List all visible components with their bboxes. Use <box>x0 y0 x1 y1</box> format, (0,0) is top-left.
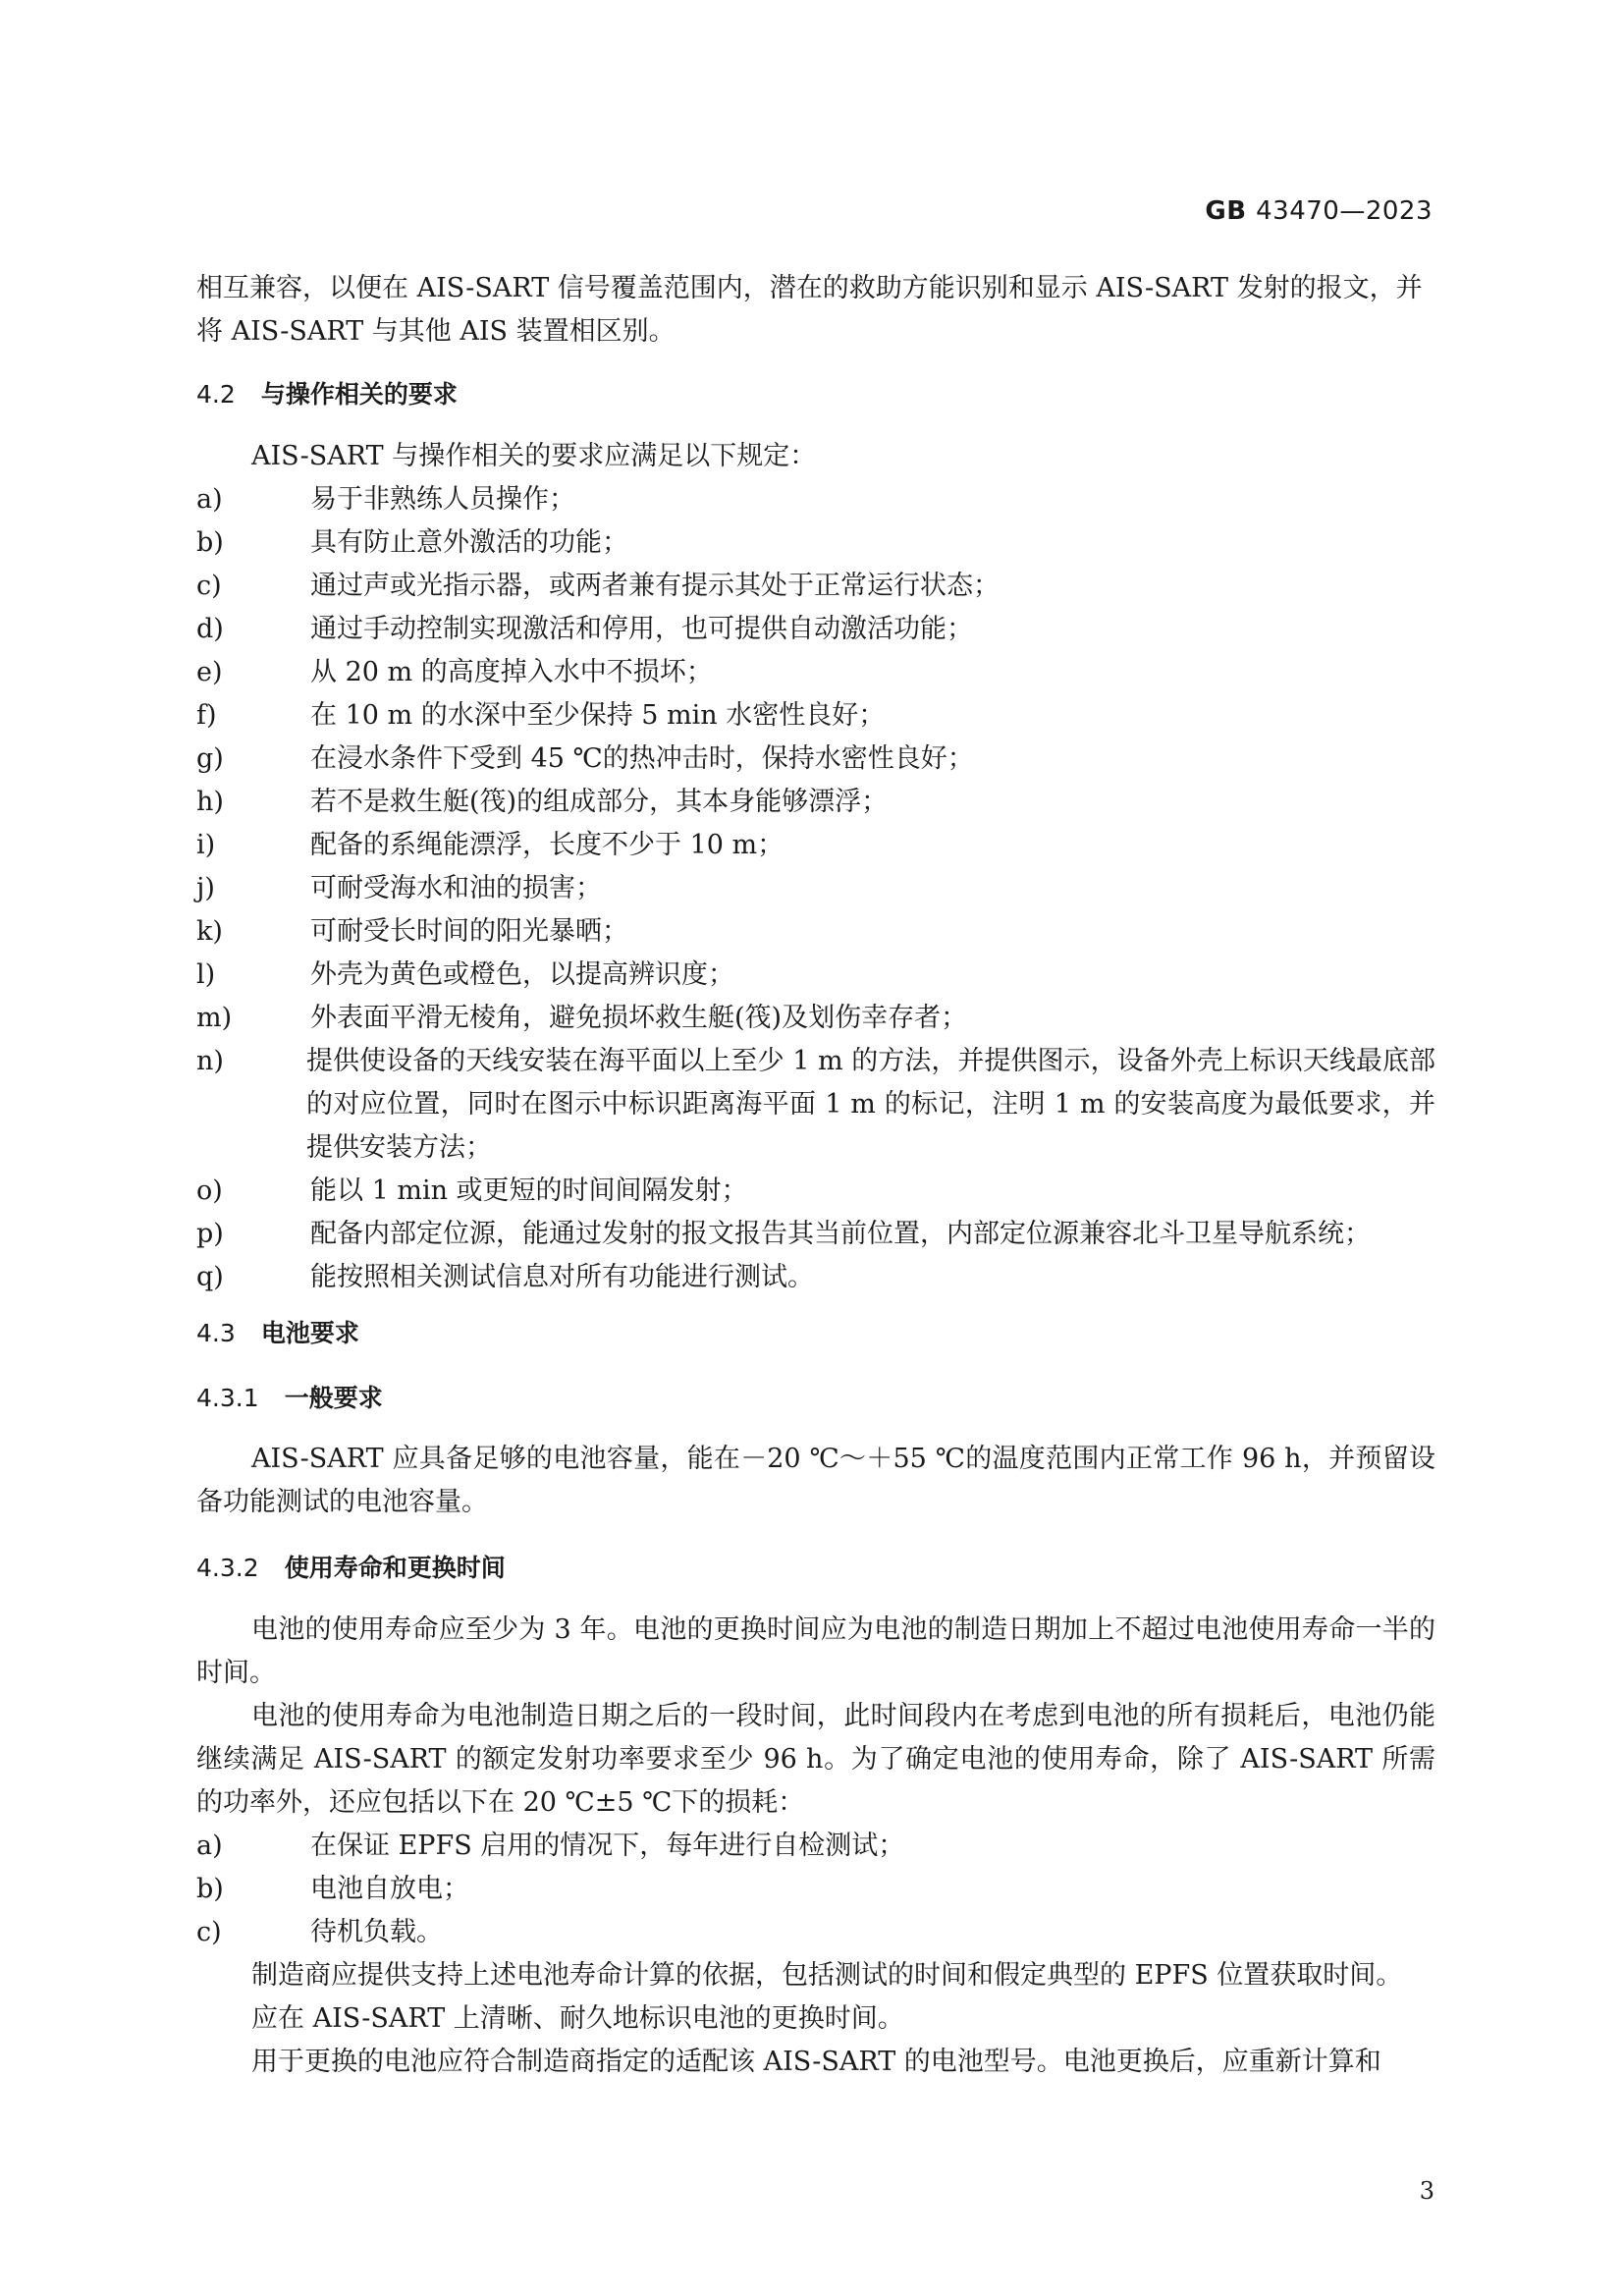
section-heading <box>196 1547 1435 1590</box>
section-4-3-1-body <box>196 1438 1435 1524</box>
section-number: 4.3.1 <box>196 1384 259 1412</box>
section-4-3-2-body <box>196 1609 1435 2084</box>
item-text: 配备的系绳能漂浮，长度不少于 10 m； <box>310 830 784 860</box>
item-marker: f) <box>196 700 217 731</box>
item-text: 外壳为黄色或橙色，以提高辨识度； <box>310 959 734 990</box>
item-text: 在 10 m 的水深中至少保持 5 min 水密性良好； <box>310 700 886 731</box>
item-text: 能按照相关测试信息对所有功能进行测试。 <box>310 1262 814 1292</box>
item-marker: l) <box>196 959 216 990</box>
section-heading <box>196 373 1435 416</box>
item-marker: i) <box>196 830 216 860</box>
item-marker: b) <box>196 527 224 558</box>
standard-code <box>1205 196 1433 226</box>
item-text: 可耐受长时间的阳光暴晒； <box>310 916 628 947</box>
list-item <box>196 867 1435 910</box>
section-4-3-2 <box>196 1547 1435 1590</box>
list-item <box>196 565 1435 608</box>
item-marker: d) <box>196 614 224 644</box>
list-item <box>196 1911 1435 1954</box>
list-item <box>196 1040 1435 1170</box>
item-marker: b) <box>196 1874 224 1904</box>
item-text: 易于非熟练人员操作； <box>310 484 575 515</box>
section-title: 与操作相关的要求 <box>260 380 458 409</box>
list-item <box>196 521 1435 565</box>
item-text: 提供使设备的天线安装在海平面以上至少 1 m 的方法，并提供图示，设备外壳上标识天线最底部的对应位置，同时在图示中标识距离海平面 1 m 的标记，注明 1 m 的安装高度为最低要求，并提供安装方法； <box>306 1046 1435 1163</box>
section-title: 电池要求 <box>260 1319 359 1347</box>
item-marker: a) <box>196 1831 223 1861</box>
service-life-paragraph-5: 用于更换的电池应符合制造商指定的适配该 AIS-SART 的电池型号。电池更换后，应重新计算和 <box>251 2047 1381 2077</box>
section-title: 一般要求 <box>284 1384 383 1412</box>
list-item <box>196 824 1435 867</box>
general-requirements-paragraph: AIS-SART 应具备足够的电池容量，能在－20 ℃～＋55 ℃的温度范围内正常工作 96 h，并预留设备功能测试的电池容量。 <box>196 1444 1435 1517</box>
item-text: 可耐受海水和油的损害； <box>310 873 602 903</box>
list-item <box>196 608 1435 651</box>
item-marker: p) <box>196 1219 224 1249</box>
service-life-paragraph-1: 电池的使用寿命应至少为 3 年。电池的更换时间应为电池的制造日期加上不超过电池使用寿命一半的时间。 <box>196 1614 1435 1688</box>
item-text: 待机负载。 <box>310 1917 443 1947</box>
item-marker: m) <box>196 1003 233 1033</box>
item-marker: n) <box>196 1046 224 1076</box>
service-life-paragraph-4: 应在 AIS-SART 上清晰、耐久地标识电池的更换时间。 <box>251 2003 904 2034</box>
item-text: 在浸水条件下受到 45 ℃的热冲击时，保持水密性良好； <box>310 743 974 774</box>
item-text: 能以 1 min 或更短的时间间隔发射； <box>310 1175 748 1206</box>
item-text: 通过手动控制实现激活和停用，也可提供自动激活功能； <box>310 614 973 644</box>
list-item <box>196 1170 1435 1213</box>
item-marker: q) <box>196 1262 224 1292</box>
section-number: 4.3.2 <box>196 1554 259 1582</box>
requirements-lead: AIS-SART 与操作相关的要求应满足以下规定： <box>251 441 817 471</box>
item-text: 配备内部定位源，能通过发射的报文报告其当前位置，内部定位源兼容北斗卫星导航系统； <box>310 1219 1371 1249</box>
section-number: 4.3 <box>196 1319 236 1347</box>
list-item <box>196 1256 1435 1299</box>
item-marker: h) <box>196 787 224 817</box>
intro-line-1: 相互兼容，以便在 AIS-SART 信号覆盖范围内，潜在的救助方能识别和显示 AIS-SART 发射的报文，并 <box>196 273 1423 303</box>
item-marker: c) <box>196 1917 222 1947</box>
list-item <box>196 738 1435 781</box>
item-marker: g) <box>196 743 224 774</box>
item-marker: c) <box>196 571 222 601</box>
service-life-paragraph-3: 制造商应提供支持上述电池寿命计算的依据，包括测试的时间和假定典型的 EPFS 位置获取时间。 <box>251 1960 1403 1991</box>
list-item <box>196 954 1435 997</box>
page-number: 3 <box>1419 2177 1434 2205</box>
loss-list <box>196 1825 1435 1954</box>
section-4-2-body <box>196 435 1435 1299</box>
item-text: 从 20 m 的高度掉入水中不损坏； <box>310 657 713 687</box>
section-heading <box>196 1377 1435 1420</box>
intro-line-2: 将 AIS-SART 与其他 AIS 装置相区别。 <box>196 316 676 347</box>
list-item <box>196 910 1435 954</box>
list-item <box>196 997 1435 1040</box>
list-item <box>196 781 1435 824</box>
section-4-2 <box>196 373 1435 416</box>
list-item <box>196 1868 1435 1911</box>
item-marker: e) <box>196 657 223 687</box>
item-text: 通过声或光指示器，或两者兼有提示其处于正常运行状态； <box>310 571 1000 601</box>
requirements-list <box>196 478 1435 1299</box>
list-item <box>196 478 1435 521</box>
item-text: 若不是救生艇(筏)的组成部分，其本身能够漂浮； <box>310 787 889 817</box>
item-text: 电池自放电； <box>310 1874 469 1904</box>
intro-paragraph <box>196 267 1435 354</box>
item-marker: a) <box>196 484 223 515</box>
item-text: 具有防止意外激活的功能； <box>310 527 628 558</box>
item-marker: j) <box>196 873 215 903</box>
section-title: 使用寿命和更换时间 <box>284 1554 506 1582</box>
section-4-3-1 <box>196 1377 1435 1420</box>
section-number: 4.2 <box>196 380 236 409</box>
item-marker: k) <box>196 916 223 947</box>
list-item <box>196 1213 1435 1256</box>
list-item <box>196 651 1435 694</box>
standard-number: 43470—2023 <box>1256 196 1433 226</box>
section-heading <box>196 1312 1435 1355</box>
item-marker: o) <box>196 1175 223 1206</box>
section-4-3 <box>196 1312 1435 1355</box>
item-text: 在保证 EPFS 启用的情况下，每年进行自检测试； <box>310 1831 905 1861</box>
item-text: 外表面平滑无棱角，避免损坏救生艇(筏)及划伤幸存者； <box>310 1003 968 1033</box>
standard-prefix: GB <box>1205 196 1247 226</box>
list-item <box>196 694 1435 738</box>
service-life-paragraph-2: 电池的使用寿命为电池制造日期之后的一段时间，此时间段内在考虑到电池的所有损耗后，电池仍能继续满足 AIS-SART 的额定发射功率要求至少 96 h。为了确定电池的使用寿命，除了 AIS-SART 所需的功率外，还应包括以下在 20 ℃±5 ℃下的损耗： <box>196 1701 1435 1818</box>
list-item <box>196 1825 1435 1868</box>
